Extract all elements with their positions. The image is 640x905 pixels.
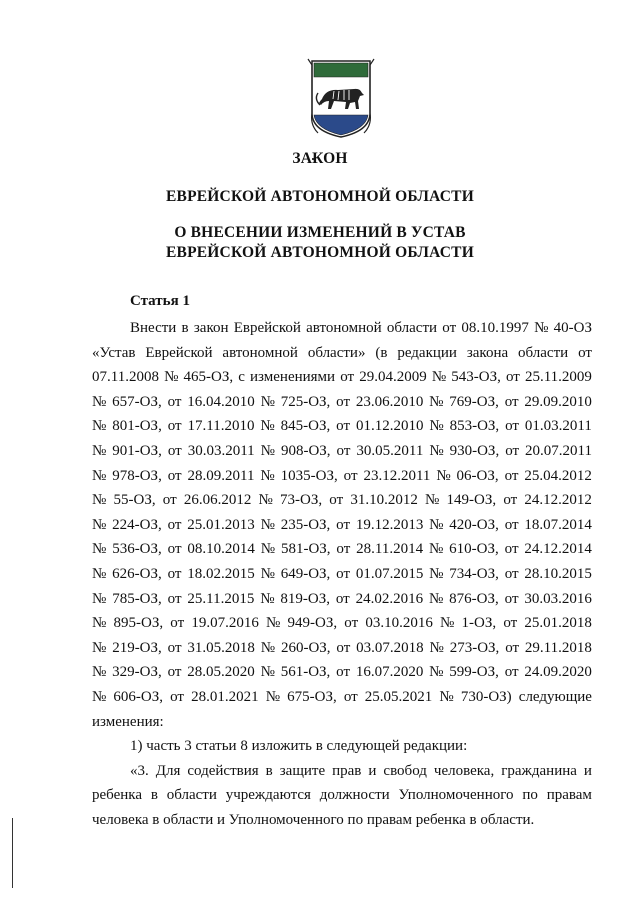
text-word: от bbox=[504, 565, 519, 582]
text-word: от bbox=[336, 442, 351, 459]
text-word: области bbox=[386, 320, 438, 336]
text-word: прав bbox=[332, 762, 362, 779]
text-word: 908-ОЗ, bbox=[280, 442, 331, 459]
text-fragment: 1) часть 3 статьи 8 изложить в следующей редакции: bbox=[130, 738, 468, 755]
text-word: от bbox=[336, 664, 350, 681]
text-line bbox=[92, 783, 592, 808]
text-word: № bbox=[92, 541, 107, 558]
text-word: № bbox=[92, 393, 107, 410]
text-word: от bbox=[343, 467, 358, 484]
text-word: 235-ОЗ, bbox=[280, 516, 331, 533]
text-word: 03.07.2018 bbox=[356, 639, 424, 656]
text-word: № bbox=[425, 492, 440, 509]
text-word: № bbox=[429, 639, 444, 656]
text-word: автономной bbox=[222, 344, 298, 361]
text-word: 420-ОЗ, bbox=[449, 516, 499, 533]
text-word: 725-ОЗ, bbox=[280, 393, 331, 410]
text-word: № bbox=[429, 393, 444, 410]
text-word: от bbox=[336, 541, 351, 558]
text-word: 30.03.2011 bbox=[187, 442, 255, 459]
text-word: от bbox=[503, 492, 518, 509]
text-word: от bbox=[504, 516, 519, 533]
text-word: № bbox=[260, 639, 276, 656]
article-body bbox=[92, 316, 592, 832]
text-word: Внести bbox=[130, 320, 177, 336]
text-word: от bbox=[505, 369, 520, 386]
text-word: от bbox=[442, 320, 457, 336]
text-word: 224-ОЗ, bbox=[112, 516, 162, 533]
text-word: от bbox=[162, 492, 177, 509]
text-word: правам bbox=[546, 787, 592, 804]
text-word: № bbox=[260, 565, 275, 582]
text-word: 25.11.2015 bbox=[187, 590, 255, 607]
text-word: 1035-ОЗ, bbox=[280, 467, 338, 484]
text-line bbox=[92, 439, 592, 464]
text-word: Еврейской bbox=[145, 344, 213, 361]
text-word: от bbox=[167, 516, 182, 533]
text-word: 599-ОЗ, bbox=[449, 664, 499, 681]
text-word: 18.07.2014 bbox=[524, 516, 592, 533]
text-word: 23.12.2011 bbox=[363, 467, 431, 484]
text-word: № bbox=[92, 418, 107, 435]
text-word: № bbox=[92, 639, 107, 656]
text-word: № bbox=[534, 320, 549, 336]
text-line bbox=[92, 488, 592, 513]
text-word: от bbox=[504, 664, 519, 681]
text-word: от bbox=[505, 639, 520, 656]
text-word: 03.10.2016 bbox=[365, 615, 433, 632]
text-word: от bbox=[335, 590, 350, 607]
text-word: № bbox=[429, 565, 444, 582]
text-word: 28.09.2011 bbox=[187, 467, 255, 484]
text-word: (в bbox=[375, 344, 388, 361]
text-word: № bbox=[429, 442, 444, 459]
text-word: от bbox=[344, 615, 359, 632]
text-line bbox=[92, 341, 592, 366]
text-word: автономной bbox=[306, 320, 382, 336]
text-word: 20.07.2011 bbox=[525, 442, 592, 459]
text-word: 30.03.2016 bbox=[524, 590, 592, 607]
text-word: 28.05.2020 bbox=[187, 664, 255, 681]
text-word: Еврейской bbox=[233, 320, 301, 336]
text-line bbox=[92, 414, 592, 439]
text-word: 606-ОЗ, bbox=[113, 688, 164, 705]
text-word: 28.10.2015 bbox=[524, 565, 592, 582]
text-line bbox=[92, 513, 592, 538]
text-word: 07.11.2008 bbox=[92, 369, 159, 386]
text-word: № bbox=[92, 565, 107, 582]
text-word: 1-ОЗ, bbox=[461, 615, 497, 632]
text-word: от bbox=[336, 418, 351, 435]
text-word: № bbox=[260, 541, 276, 558]
text-word: и bbox=[583, 762, 592, 779]
text-word: 18.02.2015 bbox=[187, 565, 255, 582]
text-word: области» bbox=[307, 344, 366, 361]
text-word: 16.04.2010 bbox=[187, 393, 255, 410]
text-word: 930-ОЗ, bbox=[449, 442, 500, 459]
text-word: от bbox=[167, 590, 182, 607]
article-title: Статья 1 bbox=[130, 293, 190, 309]
text-word: № bbox=[92, 590, 107, 607]
text-word: 40-ОЗ bbox=[553, 320, 592, 336]
text-word: 01.07.2015 bbox=[355, 565, 424, 582]
text-word: 734-ОЗ, bbox=[449, 565, 499, 582]
law-subject-line-2: ЕВРЕЙСКОЙ АВТОНОМНОЙ ОБЛАСТИ bbox=[166, 244, 474, 261]
text-word: № bbox=[260, 590, 275, 607]
text-word: 29.11.2018 bbox=[524, 639, 592, 656]
text-word: № bbox=[92, 688, 107, 705]
text-word: 25.05.2021 bbox=[364, 688, 433, 705]
text-line bbox=[92, 390, 592, 415]
text-word: № bbox=[436, 467, 451, 484]
text-word: 25.01.2018 bbox=[524, 615, 592, 632]
text-word: 08.10.2014 bbox=[187, 541, 255, 558]
text-line bbox=[92, 808, 592, 833]
text-word: № bbox=[428, 541, 444, 558]
text-word: 26.06.2012 bbox=[183, 492, 252, 509]
text-word: 28.11.2014 bbox=[356, 541, 424, 558]
text-word: 29.09.2010 bbox=[524, 393, 592, 410]
text-word: № bbox=[164, 369, 179, 386]
text-fragment: изменения: bbox=[92, 713, 164, 730]
text-word: от bbox=[504, 590, 519, 607]
text-word: 730-ОЗ) bbox=[460, 688, 512, 705]
text-word: закон bbox=[193, 320, 229, 336]
text-word: изменениями bbox=[250, 369, 336, 386]
text-word: 01.03.2011 bbox=[524, 418, 592, 435]
text-word: от bbox=[505, 418, 519, 435]
text-word: № bbox=[92, 492, 107, 509]
text-word: 24.09.2020 bbox=[524, 664, 592, 681]
quote-paragraph bbox=[92, 759, 592, 808]
text-word: от bbox=[329, 492, 344, 509]
text-word: № bbox=[428, 590, 444, 607]
text-word: 08.10.1997 bbox=[461, 320, 529, 336]
text-word: защите bbox=[279, 762, 326, 779]
text-word: 19.07.2016 bbox=[191, 615, 259, 632]
text-word: «Устав bbox=[92, 344, 136, 361]
text-word: № bbox=[429, 516, 444, 533]
text-word: 536-ОЗ, bbox=[112, 541, 162, 558]
text-line bbox=[92, 759, 592, 784]
text-word: области bbox=[518, 344, 569, 361]
text-word: 543-ОЗ, bbox=[451, 369, 501, 386]
text-word: № bbox=[92, 664, 107, 681]
text-line bbox=[92, 636, 592, 661]
text-word: 949-ОЗ, bbox=[287, 615, 338, 632]
margin-mark bbox=[12, 818, 13, 888]
text-word: 769-ОЗ, bbox=[449, 393, 499, 410]
text-word: 876-ОЗ, bbox=[449, 590, 499, 607]
text-word: от bbox=[170, 615, 185, 632]
text-word: от bbox=[167, 565, 182, 582]
text-word: 24.12.2012 bbox=[524, 492, 592, 509]
text-word: от bbox=[167, 639, 182, 656]
text-word: 19.12.2013 bbox=[355, 516, 424, 533]
text-word: 17.11.2010 bbox=[187, 418, 255, 435]
text-word: гражданина bbox=[501, 762, 577, 779]
text-word: 978-ОЗ, bbox=[112, 467, 162, 484]
text-word: 895-ОЗ, bbox=[113, 615, 164, 632]
text-word: № bbox=[429, 664, 444, 681]
text-word: редакции bbox=[397, 344, 457, 361]
text-word: «3. bbox=[130, 762, 149, 779]
text-word: 801-ОЗ, bbox=[112, 418, 162, 435]
text-line bbox=[92, 710, 592, 735]
text-word: 785-ОЗ, bbox=[112, 590, 162, 607]
text-word: 329-ОЗ, bbox=[112, 664, 162, 681]
text-line bbox=[92, 365, 592, 390]
text-word: с bbox=[238, 369, 245, 386]
text-word: от bbox=[340, 369, 355, 386]
text-word: 24.02.2016 bbox=[355, 590, 424, 607]
text-word: 55-ОЗ, bbox=[113, 492, 156, 509]
text-word: 25.11.2009 bbox=[524, 369, 592, 386]
text-word: от bbox=[167, 664, 182, 681]
coat-of-arms-tiger-icon bbox=[304, 55, 378, 139]
text-word: человека, bbox=[433, 762, 495, 779]
text-line bbox=[92, 685, 592, 710]
text-word: в bbox=[265, 762, 273, 779]
text-word: № bbox=[92, 516, 107, 533]
text-line bbox=[92, 660, 592, 685]
text-word: № bbox=[260, 664, 275, 681]
text-line bbox=[92, 316, 592, 341]
text-word: 901-ОЗ, bbox=[112, 442, 162, 459]
text-word: от bbox=[336, 639, 351, 656]
text-word: от bbox=[578, 344, 592, 361]
text-word: 24.12.2014 bbox=[524, 541, 592, 558]
text-word: 675-ОЗ, bbox=[287, 688, 337, 705]
text-line bbox=[92, 464, 592, 489]
text-word: и bbox=[368, 762, 377, 779]
text-word: 31.05.2018 bbox=[187, 639, 255, 656]
text-word: 31.10.2012 bbox=[350, 492, 418, 509]
text-word: Для bbox=[155, 762, 181, 779]
text-word: 28.01.2021 bbox=[191, 688, 259, 705]
text-word: 29.04.2009 bbox=[359, 369, 427, 386]
text-word: 01.12.2010 bbox=[355, 418, 424, 435]
text-word: от bbox=[505, 442, 520, 459]
text-word: свобод bbox=[383, 762, 427, 779]
text-word: № bbox=[265, 688, 281, 705]
text-word: от bbox=[336, 565, 350, 582]
text-word: содействия bbox=[187, 762, 259, 779]
text-word: № bbox=[440, 615, 455, 632]
text-word: в bbox=[150, 787, 158, 804]
text-word: № bbox=[260, 393, 275, 410]
text-word: 149-ОЗ, bbox=[446, 492, 497, 509]
text-word: № bbox=[260, 442, 275, 459]
text-word: от bbox=[167, 442, 182, 459]
text-word: 649-ОЗ, bbox=[280, 565, 331, 582]
text-word: Уполномоченного bbox=[398, 787, 514, 804]
text-word: 561-ОЗ, bbox=[280, 664, 331, 681]
text-word: № bbox=[431, 369, 447, 386]
text-word: 30.05.2011 bbox=[356, 442, 424, 459]
text-word: 25.01.2013 bbox=[187, 516, 255, 533]
text-word: от bbox=[167, 541, 182, 558]
text-word: 610-ОЗ, bbox=[449, 541, 499, 558]
text-word: 626-ОЗ, bbox=[112, 565, 162, 582]
text-word: 845-ОЗ, bbox=[280, 418, 331, 435]
text-word: 219-ОЗ, bbox=[112, 639, 162, 656]
text-fragment: человека в области и Уполномоченного по правам ребенка в области. bbox=[92, 811, 535, 828]
text-word: 581-ОЗ, bbox=[280, 541, 331, 558]
text-word: 465-ОЗ, bbox=[183, 369, 234, 386]
text-word: от bbox=[504, 393, 519, 410]
text-word: 06-ОЗ, bbox=[456, 467, 499, 484]
text-word: по bbox=[522, 787, 538, 804]
text-word: 16.07.2020 bbox=[355, 664, 424, 681]
text-word: № bbox=[92, 615, 107, 632]
text-word: № bbox=[258, 492, 273, 509]
text-word: от bbox=[504, 467, 519, 484]
text-word: № bbox=[266, 615, 281, 632]
text-word: от bbox=[503, 615, 518, 632]
text-line bbox=[92, 537, 592, 562]
text-line bbox=[92, 562, 592, 587]
text-word: области bbox=[166, 787, 217, 804]
text-word: 73-ОЗ, bbox=[280, 492, 323, 509]
text-word: от bbox=[336, 393, 350, 410]
text-word: учреждаются bbox=[225, 787, 311, 804]
text-word: № bbox=[439, 688, 454, 705]
text-word: № bbox=[429, 418, 444, 435]
text-word: № bbox=[92, 442, 107, 459]
text-word: от bbox=[167, 418, 182, 435]
text-word: 260-ОЗ, bbox=[280, 639, 331, 656]
text-word: от bbox=[343, 688, 358, 705]
text-word: № bbox=[260, 467, 275, 484]
law-subject-line-1: О ВНЕСЕНИИ ИЗМЕНЕНИЙ В УСТАВ bbox=[174, 224, 466, 241]
text-word: 853-ОЗ, bbox=[449, 418, 500, 435]
text-word: 819-ОЗ, bbox=[280, 590, 330, 607]
text-word: № bbox=[260, 516, 275, 533]
article-paragraph bbox=[92, 316, 592, 710]
text-word: ребенка bbox=[92, 787, 142, 804]
law-title: ЗАКОН bbox=[292, 150, 348, 167]
text-word: закона bbox=[466, 344, 509, 361]
text-line bbox=[92, 611, 592, 636]
text-word: от bbox=[167, 393, 182, 410]
item-1 bbox=[92, 734, 592, 759]
text-word: 273-ОЗ, bbox=[449, 639, 500, 656]
text-word: от bbox=[167, 467, 182, 484]
text-word: должности bbox=[319, 787, 390, 804]
text-word: 25.04.2012 bbox=[524, 467, 592, 484]
text-word: 657-ОЗ, bbox=[112, 393, 162, 410]
text-word: 23.06.2010 bbox=[355, 393, 424, 410]
text-word: следующие bbox=[518, 688, 592, 705]
text-word: от bbox=[336, 516, 350, 533]
text-word: от bbox=[170, 688, 184, 705]
text-word: в bbox=[181, 320, 189, 336]
text-word: № bbox=[260, 418, 275, 435]
law-region: ЕВРЕЙСКОЙ АВТОНОМНОЙ ОБЛАСТИ bbox=[166, 188, 474, 205]
text-word: № bbox=[92, 467, 107, 484]
text-word: от bbox=[504, 541, 519, 558]
text-line bbox=[92, 587, 592, 612]
